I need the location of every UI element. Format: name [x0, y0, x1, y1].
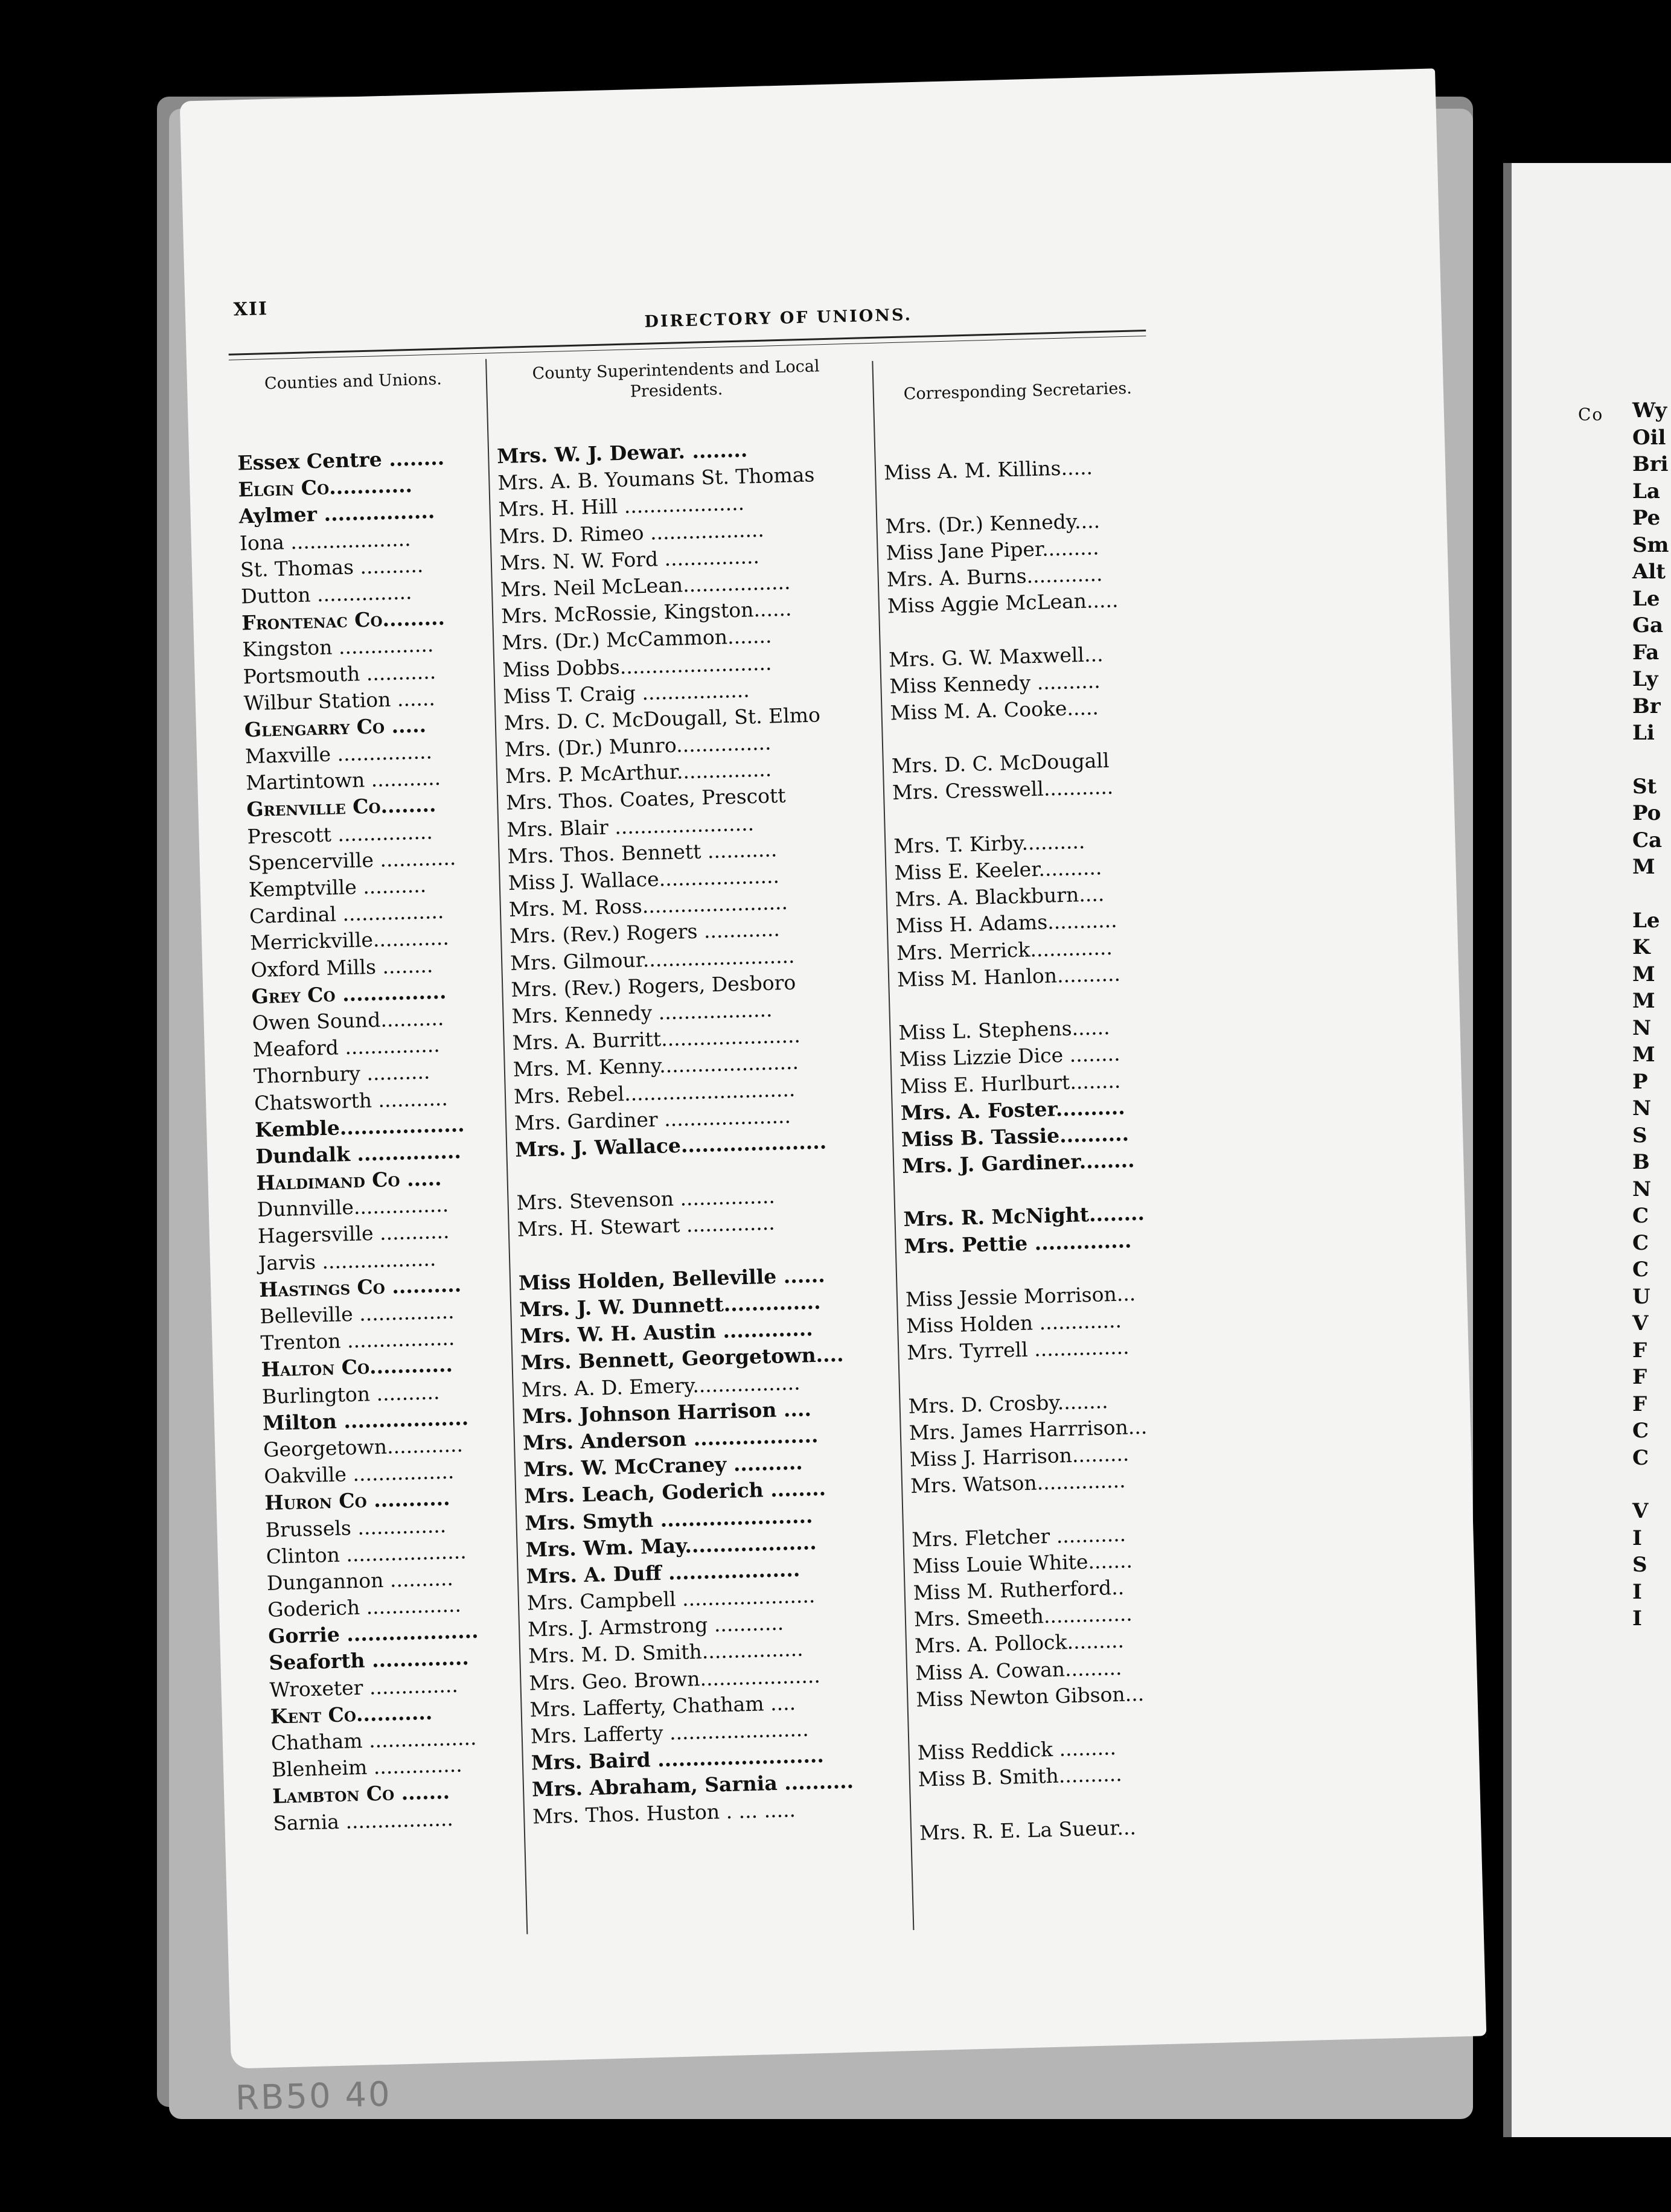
secretary-entry: Mrs. Smeeth..............: [913, 1602, 1133, 1632]
secretary-entry: Mrs. Fletcher ...........: [911, 1522, 1126, 1552]
superintendent-entry: Mrs. Johnson Harrison ....: [522, 1396, 812, 1428]
secretary-entry: Miss A. M. Killins.....: [883, 455, 1093, 485]
facing-page-fragment: C: [1632, 1204, 1649, 1228]
secretary-entry: Miss B. Smith..........: [918, 1762, 1123, 1792]
county-entry: Chatham .................: [270, 1725, 477, 1755]
superintendent-entry: Mrs. J. Armstrong ...........: [527, 1611, 784, 1641]
facing-page-fragment: [1632, 748, 1671, 775]
superintendent-entry: Mrs. M. Ross.......................: [508, 890, 788, 922]
secretary-entry: Mrs. D. C. McDougall: [891, 749, 1110, 778]
county-entry: Cardinal ................: [249, 899, 444, 929]
superintendent-entry: Mrs. D. Rimeo ..................: [499, 517, 765, 548]
superintendent-entry: Miss Dobbs........................: [502, 650, 772, 682]
superintendent-entry: Mrs. Kennedy ..................: [511, 997, 773, 1028]
superintendent-entry: Mrs. A. Duff ...................: [526, 1557, 800, 1588]
facing-page-fragment: Br: [1632, 694, 1661, 718]
secretary-entry: Miss J. Harrison.........: [909, 1442, 1129, 1472]
column-header-counties: Counties and Unions.: [264, 369, 443, 394]
superintendent-entry: Mrs. Wm. May...................: [525, 1530, 817, 1562]
county-entry: Glengarry Co .....: [244, 713, 427, 742]
binding-hole: [682, 24, 697, 45]
facing-page-fragment: V: [1632, 1499, 1649, 1523]
county-entry: Kent Co...........: [270, 1700, 433, 1728]
secretary-entry: Miss Aggie McLean.....: [887, 588, 1119, 618]
facing-page-fragment: M: [1632, 855, 1655, 879]
superintendent-entry: Mrs. Gilmour........................: [510, 944, 795, 975]
county-entry: Georgetown............: [263, 1433, 464, 1462]
secretary-entry: Mrs. R. McNight........: [903, 1201, 1145, 1232]
secretary-entry: Miss B. Tassie..........: [901, 1122, 1129, 1151]
county-entry: Dungannon ..........: [266, 1566, 454, 1595]
county-entry: Hagersville ...........: [257, 1219, 450, 1248]
county-entry: Halton Co............: [261, 1353, 453, 1382]
secretary-entry: Miss Reddick .........: [917, 1736, 1117, 1765]
county-entry: Chatsworth ...........: [254, 1086, 449, 1115]
county-entry: Belleville ...............: [259, 1299, 455, 1328]
facing-page-fragment: Wy: [1632, 398, 1667, 423]
superintendent-entry: Mrs. P. McArthur...............: [505, 757, 772, 788]
superintendent-entry: Mrs. Bennett, Georgetown....: [520, 1343, 844, 1375]
facing-page-fragment: S: [1632, 1553, 1647, 1577]
facing-page-fragment: C: [1632, 1419, 1649, 1443]
superintendent-entry: Mrs. (Rev.) Rogers ............: [509, 917, 781, 948]
superintendent-entry: Mrs. D. C. McDougall, St. Elmo: [503, 703, 821, 735]
secretary-entry: Mrs. T. Kirby..........: [893, 829, 1085, 858]
facing-page-fragment: Oil: [1632, 425, 1666, 450]
facing-page-fragment: Li: [1632, 721, 1655, 745]
county-entry: Wilbur Station ......: [243, 686, 436, 715]
superintendent-entry: Mrs. Campbell .....................: [526, 1584, 816, 1615]
county-entry: Hastings Co ..........: [258, 1273, 462, 1302]
secretary-entry: Mrs. J. Gardiner........: [901, 1148, 1135, 1178]
facing-page-fragment: Bri: [1632, 452, 1669, 476]
superintendent-entry: Mrs. A. D. Emery.................: [521, 1370, 800, 1402]
superintendent-entry: Mrs. H. Hill ...................: [498, 491, 745, 522]
superintendent-entry: Mrs. (Rev.) Rogers, Desboro: [510, 970, 796, 1002]
facing-page-fragment: C: [1632, 1445, 1649, 1470]
county-entry: Maxville ...............: [244, 740, 433, 769]
superintendent-entry: Mrs. M. Kenny......................: [513, 1050, 799, 1082]
superintendent-entry: Mrs. A. B. Youmans St. Thomas: [497, 462, 815, 495]
facing-page-fragment: N: [1632, 1177, 1652, 1201]
county-entry: Clinton ...................: [266, 1539, 467, 1568]
facing-page-fragment: Pe: [1632, 506, 1661, 530]
county-entry: Haldimand Co .....: [256, 1166, 442, 1195]
superintendent-entry: Mrs. W. McCraney ..........: [523, 1450, 804, 1482]
county-entry: Huron Co ...........: [264, 1486, 451, 1515]
facing-page-fragment: M: [1632, 989, 1655, 1013]
county-entry: Owen Sound..........: [252, 1006, 444, 1035]
superintendent-entry: Mrs. Stevenson ...............: [516, 1184, 776, 1215]
facing-page-fragment: Le: [1632, 908, 1660, 933]
facing-page-fragment: F: [1632, 1392, 1647, 1416]
facing-page-fragment: Fa: [1632, 640, 1660, 665]
county-entry: Dundalk ...............: [255, 1139, 462, 1168]
superintendent-entry: Mrs. J. Wallace.....................: [514, 1130, 827, 1162]
county-entry: Iona ...................: [239, 526, 411, 555]
facing-page-fragment: N: [1632, 1015, 1652, 1040]
county-entry: Meaford ...............: [252, 1033, 441, 1062]
facing-page-fragment: Ga: [1632, 613, 1664, 638]
counties-column: [237, 443, 527, 1836]
county-entry: Merrickville............: [249, 925, 450, 955]
facing-page-fragment: St: [1632, 774, 1657, 799]
county-entry: Grey Co ...............: [251, 979, 447, 1008]
secretary-entry: Miss A. Cowan.........: [915, 1655, 1122, 1685]
facing-page-fragment: Le: [1632, 586, 1660, 611]
secretary-entry: Mrs. Cresswell...........: [892, 775, 1114, 805]
superintendent-entry: Mrs. A. Burritt......................: [512, 1023, 801, 1055]
page-number: XII: [233, 298, 269, 321]
secretary-entry: Miss Kennedy ..........: [889, 668, 1101, 698]
superintendent-entry: Mrs. W. H. Austin .............: [519, 1317, 814, 1348]
secretary-entry: Miss Holden .............: [906, 1308, 1122, 1338]
county-entry: Kemptville ..........: [248, 873, 427, 902]
facing-page-fragment: F: [1632, 1338, 1647, 1363]
county-entry: Grenville Co........: [246, 793, 436, 822]
superintendent-entry: Mrs. Gardiner ....................: [514, 1104, 791, 1135]
facing-page-header-fragment: Co: [1578, 404, 1604, 424]
county-entry: Trenton .................: [260, 1326, 455, 1355]
secretary-entry: Mrs. G. W. Maxwell...: [888, 642, 1104, 671]
secretary-entry: Mrs. R. E. La Sueur...: [919, 1815, 1137, 1845]
county-entry: Kingston ...............: [241, 633, 434, 662]
superintendent-entry: Mrs. Thos. Coates, Prescott: [505, 784, 786, 815]
superintendent-entry: Miss T. Craig .................: [503, 678, 750, 708]
secretary-entry: Miss M. A. Cooke.....: [890, 695, 1099, 725]
county-entry: Essex Centre ........: [237, 446, 445, 475]
county-entry: Sarnia .................: [272, 1806, 454, 1835]
facing-page-fragment: V: [1632, 1311, 1649, 1335]
county-entry: Martintown ...........: [245, 766, 441, 795]
secretary-entry: Miss L. Stephens......: [898, 1015, 1110, 1045]
county-entry: Milton ..................: [262, 1405, 469, 1435]
facing-page-fragment: [1632, 1472, 1671, 1499]
secretary-entry: Miss Jessie Morrison...: [905, 1282, 1136, 1311]
secretary-entry: Miss M. Rutherford..: [913, 1575, 1125, 1605]
superintendent-entry: Mrs. Blair ......................: [506, 811, 755, 842]
secretary-entry: Mrs. Merrick.............: [896, 935, 1113, 965]
secretary-entry: Miss M. Hanlon..........: [896, 962, 1121, 991]
facing-page-fragment: I: [1632, 1526, 1642, 1550]
superintendent-entry: Mrs. N. W. Ford ...............: [499, 544, 760, 575]
facing-page-fragments: [1632, 398, 1671, 1634]
superintendent-entry: Mrs. (Dr.) McCammon.......: [501, 624, 772, 655]
county-entry: Seaforth ..............: [268, 1646, 470, 1675]
facing-page-fragment: N: [1632, 1096, 1652, 1120]
facing-page-fragment: I: [1632, 1606, 1642, 1631]
facing-page-fragment: P: [1632, 1069, 1648, 1094]
facing-page-fragment: I: [1632, 1579, 1642, 1604]
facing-page-fragment: U: [1632, 1284, 1650, 1309]
directory-page: [180, 68, 1487, 2068]
secretary-entry: Miss Newton Gibson...: [915, 1681, 1145, 1712]
facing-page-fragment: B: [1632, 1150, 1650, 1174]
superintendent-entry: Mrs. Anderson ..................: [522, 1423, 819, 1455]
facing-page-fragment: Alt: [1632, 560, 1666, 584]
facing-page-fragment: C: [1632, 1258, 1649, 1282]
superintendent-entry: Mrs. (Dr.) Munro...............: [504, 730, 772, 762]
top-rule: [229, 330, 1146, 356]
secretary-entry: Miss E. Keeler..........: [894, 855, 1102, 885]
secretary-entry: Mrs. Pettie ..............: [904, 1228, 1132, 1258]
facing-page-fragment: Ca: [1632, 828, 1663, 852]
superintendent-entry: Mrs. Abraham, Sarnia ..........: [531, 1769, 854, 1801]
superintendents-column: [497, 433, 907, 1830]
secretary-entry: Mrs. Tyrrell ...............: [906, 1335, 1129, 1365]
county-entry: Prescott ...............: [247, 819, 433, 848]
secretary-entry: Mrs. A. Pollock.........: [914, 1629, 1125, 1658]
superintendent-entry: Mrs. Baird ........................: [531, 1743, 825, 1775]
county-entry: Oxford Mills ........: [250, 953, 433, 982]
county-entry: Frontenac Co.........: [241, 606, 446, 635]
county-entry: Goderich ...............: [267, 1593, 462, 1622]
county-entry: Gorrie ...................: [267, 1619, 479, 1649]
column-header-secretaries: Corresponding Secretaries.: [903, 379, 1133, 404]
county-entry: Spencerville ............: [248, 846, 456, 875]
secretary-entry: Miss H. Adams...........: [895, 908, 1117, 938]
superintendent-entry: Mrs. Smyth ......................: [525, 1503, 813, 1535]
superintendent-entry: Mrs. Lafferty, Chatham ....: [529, 1690, 796, 1722]
facing-page-fragment: M: [1632, 1043, 1655, 1067]
secretary-entry: Mrs. James Harrrison...: [909, 1414, 1148, 1445]
superintendent-entry: Mrs. J. W. Dunnett..............: [519, 1290, 821, 1322]
facing-page-fragment: La: [1632, 479, 1660, 503]
secretary-entry: Miss Lizzie Dice ........: [899, 1041, 1120, 1072]
facing-page-fragment: S: [1632, 1123, 1647, 1148]
secretary-entry: Miss Jane Piper.........: [886, 535, 1099, 565]
secretary-entry: Miss Louie White.......: [912, 1549, 1133, 1578]
county-entry: Dunnville...............: [257, 1193, 449, 1222]
running-head: DIRECTORY OF UNIONS.: [644, 305, 913, 331]
county-entry: Blenheim ..............: [271, 1753, 463, 1782]
county-entry: Thornbury ..........: [253, 1060, 430, 1088]
facing-page-fragment: Po: [1632, 801, 1661, 825]
secretary-entry: Mrs. (Dr.) Kennedy....: [884, 508, 1101, 538]
superintendent-entry: Mrs. Leach, Goderich ........: [523, 1476, 826, 1508]
top-rule-thin: [229, 336, 1146, 360]
county-entry: Wroxeter ..............: [269, 1673, 459, 1702]
facing-page-fragment: C: [1632, 1230, 1649, 1255]
county-entry: Lambton Co .......: [272, 1780, 450, 1809]
superintendent-entry: Mrs. H. Stewart ..............: [517, 1211, 776, 1242]
facing-page-fragment: Ly: [1632, 667, 1658, 691]
county-entry: St. Thomas ..........: [240, 553, 424, 582]
superintendent-entry: Miss Holden, Belleville ......: [518, 1263, 826, 1295]
facing-page-fragment: M: [1632, 962, 1655, 986]
facing-page-fragment: [1632, 882, 1671, 909]
superintendent-entry: Mrs. Geo. Brown...................: [528, 1663, 821, 1695]
secretary-entry: Mrs. A. Foster..........: [900, 1095, 1126, 1125]
county-entry: Aylmer ................: [238, 499, 435, 528]
superintendent-entry: Mrs. M. D. Smith................: [528, 1637, 804, 1668]
superintendent-entry: Mrs. Thos. Huston . ... .....: [532, 1797, 796, 1829]
superintendent-entry: Mrs. Lafferty ......................: [530, 1717, 810, 1748]
column-header-superintendents: County Superintendents and Local Presidents.: [532, 357, 820, 401]
secretary-entry: Miss E. Hurlburt........: [899, 1069, 1121, 1098]
archive-stamp: RB50 40: [235, 2074, 392, 2118]
facing-page-fragment: F: [1632, 1365, 1647, 1389]
county-entry: Portsmouth ...........: [243, 659, 436, 688]
facing-page-fragment: K: [1632, 935, 1650, 959]
facing-page-fragment: Sm: [1632, 532, 1669, 557]
county-entry: Oakville ................: [263, 1459, 455, 1489]
secretary-entry: Mrs. A. Burns............: [886, 561, 1103, 592]
facing-page: [1503, 163, 1671, 2137]
secretary-entry: Mrs. A. Blackburn....: [895, 882, 1105, 912]
superintendent-entry: Mrs. Neil McLean.................: [500, 570, 791, 602]
county-entry: Dutton ...............: [240, 580, 412, 609]
superintendent-entry: Mrs. McRossie, Kingston......: [500, 596, 792, 628]
superintendent-entry: Mrs. W. J. Dewar. ........: [496, 438, 748, 468]
superintendent-entry: Miss J. Wallace...................: [508, 864, 780, 895]
superintendent-entry: Mrs. Rebel...........................: [513, 1077, 796, 1108]
secretary-entry: Mrs. Watson..............: [910, 1468, 1126, 1498]
county-entry: Jarvis ..................: [258, 1246, 436, 1275]
secretaries-column: [883, 426, 1203, 1846]
county-entry: Burlington ..........: [261, 1379, 440, 1408]
secretary-entry: Mrs. D. Crosby........: [908, 1389, 1108, 1418]
county-entry: Brussels ..............: [265, 1513, 447, 1542]
county-entry: Kemble..................: [254, 1112, 465, 1142]
superintendent-entry: Mrs. Thos. Bennett ...........: [507, 837, 778, 868]
county-entry: Elgin Co............: [238, 473, 413, 502]
